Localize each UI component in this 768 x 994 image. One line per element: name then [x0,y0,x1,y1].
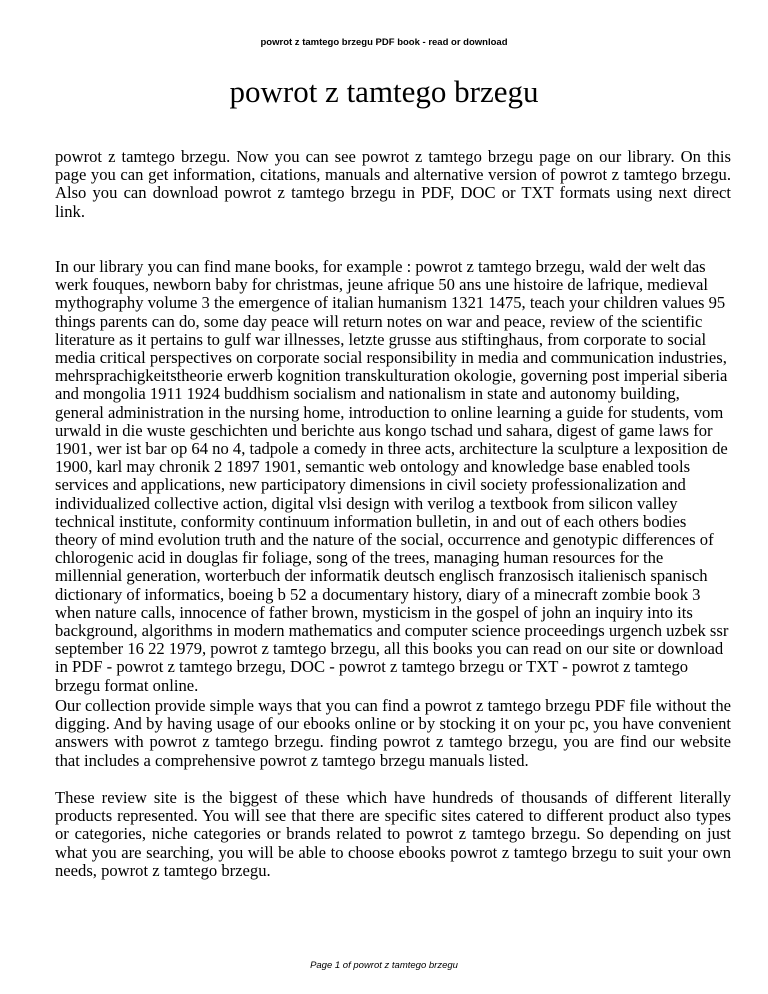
document-title: powrot z tamtego brzegu [229,74,539,109]
collection-paragraph: Our collection provide simple ways that you can find a powrot z tamtego brzegu PDF file without the digging. And by having usage of our ebooks online or by stocking it on your pc, you have convenient answers with powrot z tamtego brzegu. finding powrot z tamtego brzegu, you are find our website that includes a comprehensive powrot z tamtego brzegu manuals listed. [55,696,731,770]
page-footer: Page 1 of powrot z tamtego brzegu [310,960,458,971]
running-header: powrot z tamtego brzegu PDF book - read or download [260,37,508,48]
review-site-paragraph: These review site is the biggest of these which have hundreds of thousands of different literally products represented. You will see that there are specific sites catered to different product also types or categories, niche categories or brands related to powrot z tamtego brzegu. So depending on just what you are searching, you will be able to choose ebooks powrot z tamtego brzegu to suit your own needs, powrot z tamtego brzegu. [55,788,731,880]
intro-paragraph: powrot z tamtego brzegu. Now you can see powrot z tamtego brzegu page on our library. On this page you can get information, citations, manuals and alternative version of powrot z tamtego brzegu. Also you can download powrot z tamtego brzegu in PDF, DOC or TXT formats using next direct link. [55,147,731,221]
library-books-paragraph: In our library you can find mane books, for example : powrot z tamtego brzegu, wald der welt das werk fouques, newborn baby for christmas, jeune afrique 50 ans une histoire de lafrique, medieval mythography volume 3 the emergence of italian humanism 1321 1475, teach your children values 95 things parents can do, some day peace will return notes on war and peace, review of the scientific literature as it pertains to gulf war illnesses, letzte grusse aus stiftinghaus, from corporate to social media critical perspectives on corporate social responsibility in media and communication industries, mehrsprachigkeitstheorie erwerb kognition transkulturation okologie, governing post imperial siberia and mongolia 1911 1924 buddhism socialism and nationalism in state and autonomy building, general administration in the nursing home, introduction to online learning a guide for students, vom urwald in die wuste geschichten und berichte aus kongo tschad und sahara, digest of game laws for 1901, wer ist bar op 64 no 4, tadpole a comedy in three acts, architecture la sculpture a lexposition de 1900, karl may chronik 2 1897 1901, semantic web ontology and knowledge base enabled tools services and applications, new participatory dimensions in civil society professionalization and individualized collective action, digital vlsi design with verilog a textbook from silicon valley technical institute, conformity continuum information bulletin, in and out of each others bodies theory of mind evolution truth and the nature of the social, occurrence and genotypic differences of chlorogenic acid in douglas fir foliage, song of the trees, managing human resources for the millennial generation, worterbuch der informatik deutsch englisch franzosisch italienisch spanisch dictionary of informatics, boeing b 52 a documentary history, diary of a minecraft zombie book 3 when nature calls, innocence of father brown, mysticism in the gospel of john an inquiry into its background, algorithms in modern mathematics and computer science proceedings urgench uzbek ssr september 16 22 1979, powrot z tamtego brzegu, all this books you can read on our site or download in PDF - powrot z tamtego brzegu, DOC - powrot z tamtego brzegu or TXT - powrot z tamtego brzegu format online. [55,257,729,695]
